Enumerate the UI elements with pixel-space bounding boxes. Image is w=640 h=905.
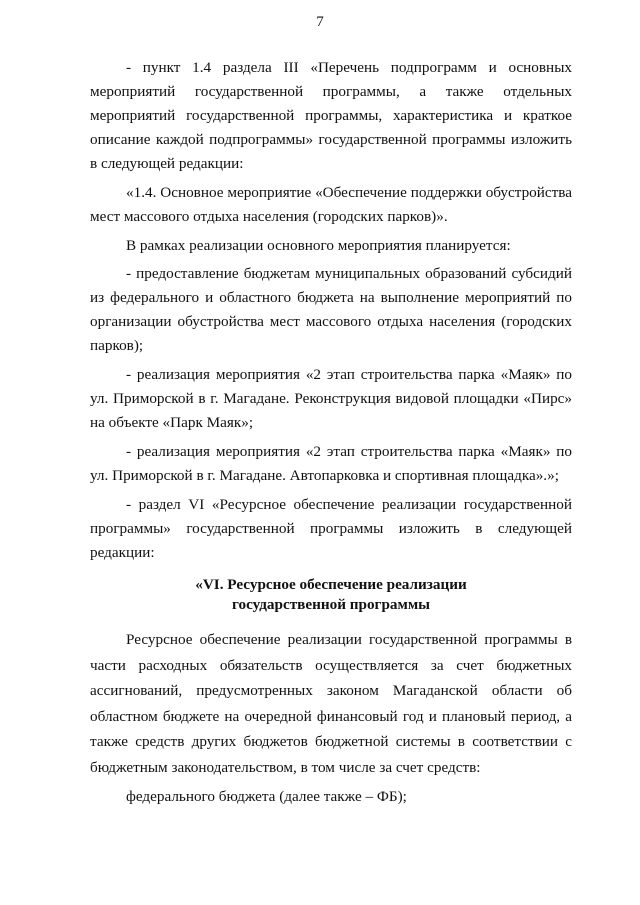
paragraph-main-activity: «1.4. Основное мероприятие «Обеспечение поддержки обустройства мест массового отдыха населения (городских парков)». [90,184,572,225]
section-heading-line-1: «VI. Ресурсное обеспечение реализации [195,576,467,593]
page-number: 7 [316,14,324,30]
paragraph-federal-budget: федерального бюджета (далее также – ФБ); [126,788,407,805]
section-heading [90,575,572,615]
paragraph-planned-intro: В рамках реализации основного мероприятия планируется: [126,237,511,254]
document-body [90,56,572,809]
paragraph-subsidies: - предоставление бюджетам муниципальных образований субсидий из федерального и областного бюджета на выполнение мероприятий по организации обустройства мест массового отдыха населения (городских парков); [90,265,572,354]
paragraph-section-vi-amendment: - раздел VI «Ресурсное обеспечение реализации государственной программы» государственной программы изложить в следующей редакции: [90,496,572,561]
paragraph-parking-sports: - реализация мероприятия «2 этап строительства парка «Маяк» по ул. Приморской в г. Магадане. Автопарковка и спортивная площадка».»; [90,443,572,484]
paragraph-pier-reconstruction: - реализация мероприятия «2 этап строительства парка «Маяк» по ул. Приморской в г. Магадане. Реконструкция видовой площадки «Пирс» на объекте «Парк Маяк»; [90,366,572,431]
paragraph-resource-provision: Ресурсное обеспечение реализации государственной программы в части расходных обязательств осуществляется за счет бюджетных ассигнований, предусмотренных законом Магаданской области об областном бюджете на очередной финансовый год и плановый период, а также средств других бюджетов бюджетной системы в соответствии с бюджетным законодательством, в том числе за счет средств: [90,631,572,776]
section-heading-line-2: государственной программы [231,596,431,613]
paragraph-item-1-4-amendment: - пункт 1.4 раздела III «Перечень подпрограмм и основных мероприятий государственной программы, а также отдельных мероприятий государственной программы, характеристика и краткое описание каждой подпрограммы» государственной программы изложить в следующей редакции: [90,59,572,172]
